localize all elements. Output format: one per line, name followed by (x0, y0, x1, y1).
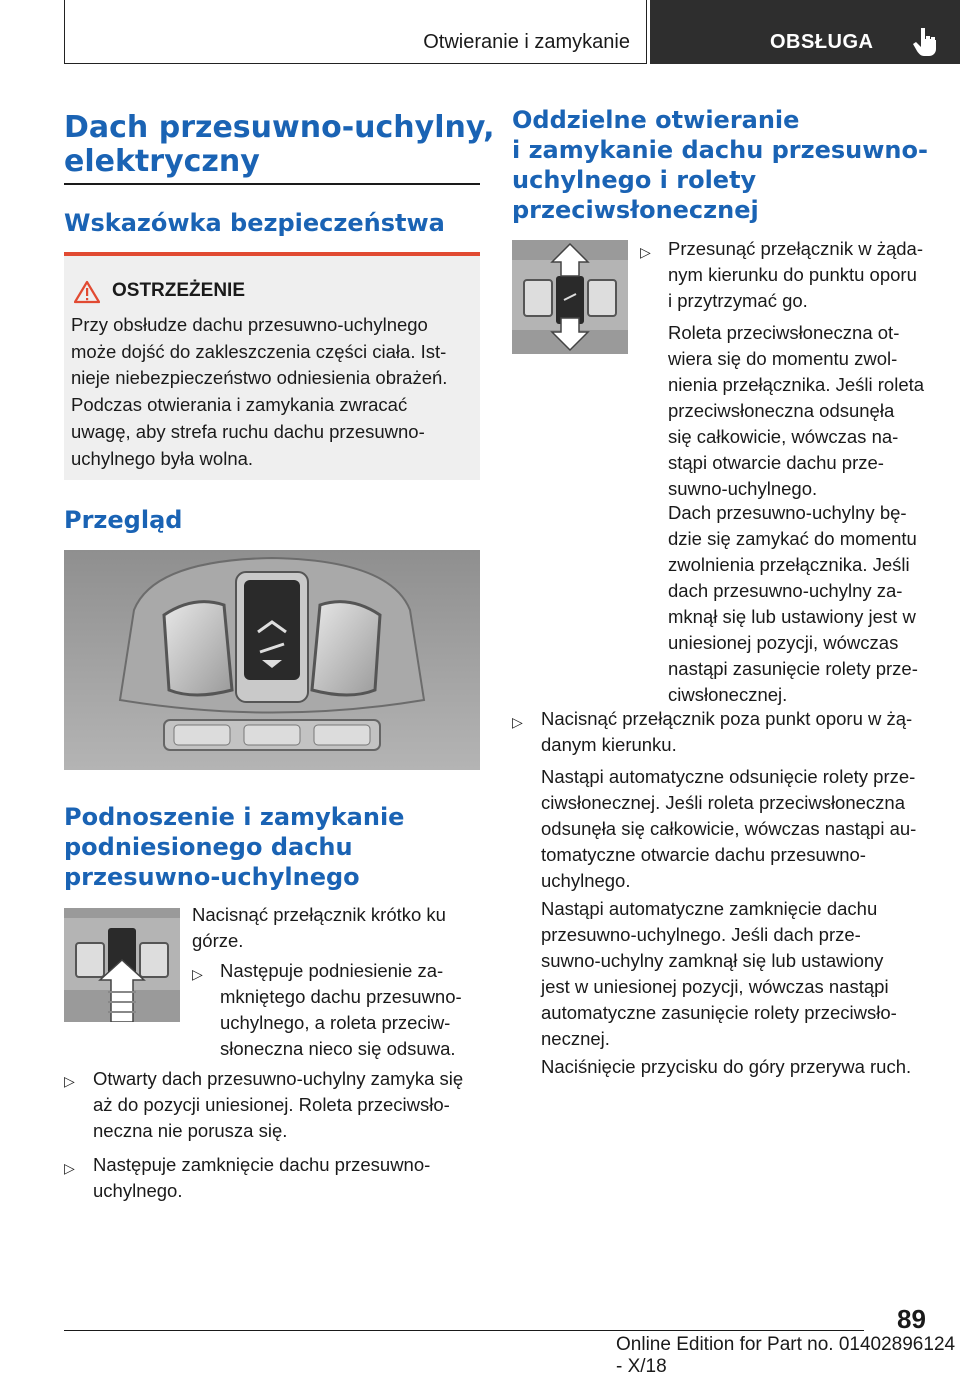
footer-rule (64, 1330, 864, 1331)
warning-line: Przy obsłudze dachu przesuwno-uchylnego (71, 314, 428, 335)
bullet-icon: ▷ (192, 966, 203, 982)
lift-heading-line1: Podnoszenie i zamykanie (64, 803, 405, 831)
lift-bullet-text (220, 958, 480, 1062)
text-line: Dach przesuwno-uchylny bę- (668, 502, 907, 523)
overview-photo (64, 550, 480, 770)
text-line: tomatyczne otwarcie dachu przesuwno- (541, 844, 866, 865)
text-line: uchylnego. (93, 1180, 183, 1201)
bullet-icon: ▷ (64, 1073, 75, 1089)
text-line: suwno-uchylnego. (668, 478, 818, 499)
text-line: słoneczna nieco się odsuwa. (220, 1038, 456, 1059)
text-line: necznej. (541, 1028, 610, 1049)
text-line: jest w uniesionej pozycji, wówczas nastąpi (541, 976, 889, 997)
warning-line: Podczas otwierania i zamykania zwracać (71, 394, 408, 416)
text-line: uchylnego, a roleta przeciw- (220, 1012, 451, 1033)
page-number: 89 (897, 1304, 926, 1334)
slide-bullet1-para3 (668, 500, 930, 708)
hand-pointer-icon (912, 26, 940, 56)
page-title-line1: Dach przesuwno-uchylny, (64, 110, 495, 145)
text-line: górze. (192, 930, 244, 951)
text-line: automatyczne zasunięcie rolety przeciwsło- (541, 1002, 897, 1023)
right-heading-line1: Oddzielne otwieranie (512, 106, 800, 134)
lift-heading-line2: podniesionego dachu (64, 833, 353, 861)
warning-text (71, 312, 471, 472)
warning-triangle-icon (74, 280, 100, 304)
section-tab (650, 0, 960, 64)
bullet-icon: ▷ (64, 1160, 75, 1176)
text-line: się całkowicie, wówczas na- (668, 426, 899, 447)
slide-bullet2-para4: Naciśnięcie przycisku do góry przerywa ruch. (541, 1056, 912, 1077)
warning-line: może dojść do zakleszczenia części ciała. Ist- (71, 340, 447, 362)
text-line: Roleta przeciwsłoneczna ot- (668, 322, 900, 343)
text-line: ciwsłonecznej. (668, 684, 788, 705)
text-line: uchylnego. (541, 870, 631, 891)
slide-switch-photo (512, 240, 628, 354)
warning-box (64, 252, 480, 480)
title-rule (64, 183, 480, 185)
text-line: aż do pozycji uniesionej. Roleta przeciwsło- (93, 1094, 450, 1115)
text-line: nienia przełącznika. Jeśli roleta (668, 374, 925, 395)
text-line: suwno-uchylny zamknął się lub ustawiony (541, 950, 884, 971)
slide-bullet1-para2 (668, 320, 930, 502)
text-line: Przesunąć przełącznik w żąda- (668, 238, 923, 259)
safety-heading: Wskazówka bezpieczeństwa (64, 209, 445, 237)
bullet3-text (93, 1152, 483, 1204)
lift-heading-line3: przesuwno-uchylnego (64, 863, 360, 891)
warning-title: OSTRZEŻENIE (112, 280, 246, 301)
lift-intro (192, 902, 482, 954)
warning-line: nieje niebezpieczeństwo odniesienia obrażeń. (71, 367, 448, 389)
text-line: neczna nie porusza się. (93, 1120, 288, 1141)
text-line: Nacisnąć przełącznik poza punkt oporu w żą- (541, 708, 913, 729)
text-line: Następuje zamknięcie dachu przesuwno- (93, 1154, 431, 1175)
warning-line: uwagę, aby strefa ruchu dachu przesuwno- (71, 420, 425, 442)
text-line: przesuwno-uchylnego. Jeśli dach prze- (541, 924, 861, 945)
text-line: zwolnienia przełącznika. Jeśli (668, 554, 910, 575)
right-heading-line4: przeciwsłonecznej (512, 196, 759, 224)
text-line: nym kierunku do punktu oporu (668, 264, 917, 285)
text-line: stąpi otwarcie dachu prze- (668, 452, 884, 473)
footer-edition: Online Edition for Part no. 01402896124 - X/18 (616, 1334, 956, 1377)
text-line: ciwsłonecznej. Jeśli roleta przeciwsłoneczna (541, 792, 905, 813)
text-line: przeciwsłoneczna odsunęła (668, 400, 895, 421)
warning-line: uchylnego była wolna. (71, 447, 254, 469)
slide-bullet2-para2 (541, 764, 931, 894)
text-line: uniesionej pozycji, wówczas (668, 632, 899, 653)
text-line: mknął się lub ustawiony jest w (668, 606, 916, 627)
text-line: i przytrzymać go. (668, 290, 808, 311)
text-line: Nacisnąć przełącznik krótko ku (192, 904, 446, 925)
text-line: wiera się do momentu zwol- (668, 348, 898, 369)
text-line: danym kierunku. (541, 734, 677, 755)
text-line: dach przesuwno-uchylny za- (668, 580, 903, 601)
section-label: OBSŁUGA (770, 31, 874, 53)
bullet-icon: ▷ (640, 244, 651, 260)
text-line: Nastąpi automatyczne odsunięcie rolety prze- (541, 766, 916, 787)
lift-switch-photo (64, 908, 180, 1022)
text-line: Nastąpi automatyczne zamknięcie dachu (541, 898, 878, 919)
breadcrumb: Otwieranie i zamykanie (64, 0, 647, 64)
bullet2-text (93, 1066, 483, 1144)
page-title-line2: elektryczny (64, 144, 260, 179)
right-heading-line2: i zamykanie dachu przesuwno- (512, 136, 928, 164)
right-heading-line3: uchylnego i rolety (512, 166, 757, 194)
slide-bullet1-text (668, 236, 930, 314)
text-line: odsunęła się całkowicie, wówczas nastąpi au- (541, 818, 917, 839)
slide-bullet2-text (541, 706, 931, 758)
bullet-icon: ▷ (512, 714, 523, 730)
text-line: dzie się zamykać do momentu (668, 528, 917, 549)
text-line: nastąpi zasunięcie rolety prze- (668, 658, 918, 679)
page-header (64, 0, 960, 66)
slide-bullet2-para3 (541, 896, 931, 1052)
text-line: Następuje podniesienie za- (220, 960, 444, 981)
overview-heading: Przegląd (64, 506, 183, 534)
text-line: Otwarty dach przesuwno-uchylny zamyka się (93, 1068, 464, 1089)
text-line: mkniętego dachu przesuwno- (220, 986, 462, 1007)
